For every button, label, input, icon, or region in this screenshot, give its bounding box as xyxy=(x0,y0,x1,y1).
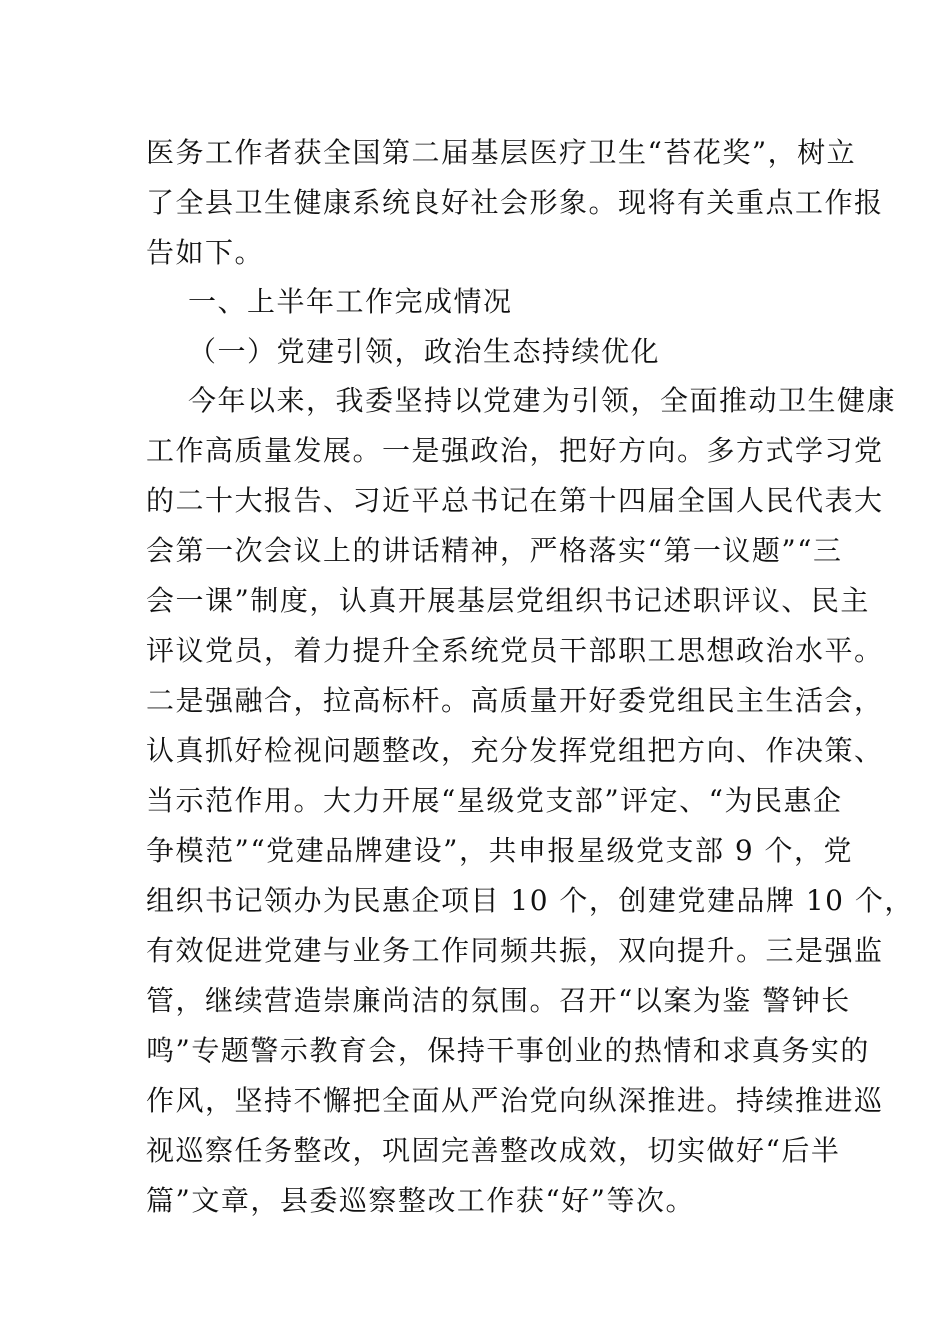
body-line: 告如下。 xyxy=(146,236,265,269)
body-line: 管，继续营造崇廉尚洁的氛围。召开“以案为鉴 警钟长 xyxy=(146,984,851,1017)
body-line: 了全县卫生健康系统良好社会形象。现将有关重点工作报 xyxy=(146,186,884,219)
body-line: 当示范作用。大力开展“星级党支部”评定、“为民惠企 xyxy=(146,784,843,817)
section-heading: 一、上半年工作完成情况 xyxy=(188,285,513,318)
body-line: 的二十大报告、习近平总书记在第十四届全国人民代表大 xyxy=(146,484,884,517)
body-line: 篇”文章，县委巡察整改工作获“好”等次。 xyxy=(146,1184,695,1217)
body-line: 医务工作者获全国第二届基层医疗卫生“苔花奖”，树立 xyxy=(146,136,857,169)
body-line: 评议党员，着力提升全系统党员干部职工思想政治水平。 xyxy=(146,634,884,667)
paragraph-first-line: 今年以来，我委坚持以党建为引领，全面推动卫生健康 xyxy=(188,384,897,417)
body-line: 视巡察任务整改，巩固完善整改成效，切实做好“后半 xyxy=(146,1134,841,1167)
subsection-heading: （一）党建引领，政治生态持续优化 xyxy=(188,335,661,368)
body-line: 会第一次会议上的讲话精神，严格落实“第一议题”“三 xyxy=(146,534,843,567)
body-line: 工作高质量发展。一是强政治，把好方向。多方式学习党 xyxy=(146,434,884,467)
body-line: 二是强融合，拉高标杆。高质量开好委党组民主生活会， xyxy=(146,684,884,717)
body-line: 会一课”制度，认真开展基层党组织书记述职评议、民主 xyxy=(146,584,870,617)
body-line: 鸣”专题警示教育会，保持干事创业的热情和求真务实的 xyxy=(146,1034,870,1067)
body-line: 有效促进党建与业务工作同频共振，双向提升。三是强监 xyxy=(146,934,884,967)
body-line: 组织书记领办为民惠企项目 10 个，创建党建品牌 10 个， xyxy=(146,884,914,917)
body-line: 争模范”“党建品牌建设”，共申报星级党支部 9 个，党 xyxy=(146,834,854,867)
body-line: 作风，坚持不懈把全面从严治党向纵深推进。持续推进巡 xyxy=(146,1084,884,1117)
body-line: 认真抓好检视问题整改，充分发挥党组把方向、作决策、 xyxy=(146,734,884,767)
